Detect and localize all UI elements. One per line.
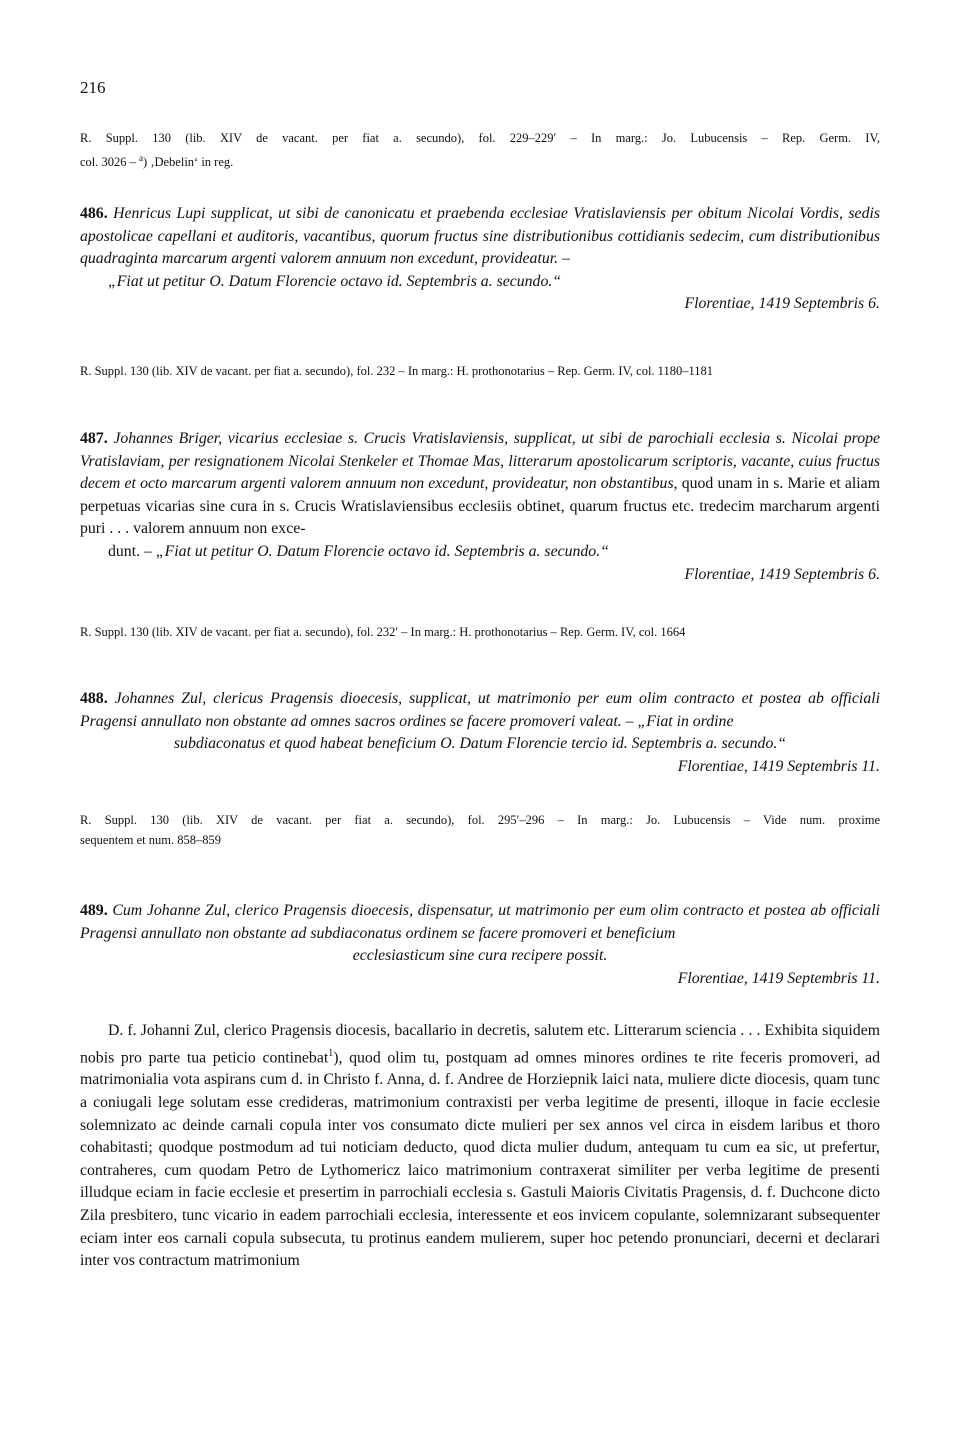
entry-487 <box>80 428 880 586</box>
entry-number: 488. <box>80 690 108 707</box>
entry-486-fiat: „Fiat ut petitur O. Datum Florencie octavo id. Septembris a. secundo.“ <box>108 272 562 290</box>
entry-488 <box>80 688 880 778</box>
entry-489-body-a: D. f. Johanni Zul, clerico Pragensis diocesis, bacallario in decretis, salutem etc. Litterarum sciencia . . . Exhibita siquidem nobis pro parte tua peticio continebat <box>80 1022 880 1066</box>
prev-ref-line-2 <box>80 148 880 172</box>
prev-ref-line-1: R. Suppl. 130 (lib. XIV de vacant. per fiat a. secundo), fol. 229–229′ – In marg.: Jo. Lubucensis – Rep. Germ. IV, <box>80 131 880 145</box>
footnote-marker: 1 <box>328 1047 334 1059</box>
entry-486-dateline: Florentiae, 1419 Septembris 6. <box>684 295 880 313</box>
entry-488-dateline: Florentiae, 1419 Septembris 11. <box>677 757 880 775</box>
entry-489-summary-end: ecclesiasticum sine cura recipere possit. <box>352 947 608 965</box>
prev-entry-reference <box>80 128 880 172</box>
entry-487-fiat: dunt. – „Fiat ut petitur O. Datum Florencie octavo id. Septembris a. secundo.“ <box>108 542 609 560</box>
entry-487-summary: Johannes Briger, vicarius ecclesiae s. Crucis Vratislaviensis, supplicat, ut sibi de parochiali ecclesia s. Nicolai prope Vratislaviam, per resignationem Nicolai Stenkeler et Thomae Mas, litterarum apostolicarum scriptoris, vacante, cuius fructus decem et octo marcarum argenti valorem annuum non excedunt, provideatur, non obstantibus, <box>80 430 880 493</box>
entry-486-summary: Henricus Lupi supplicat, ut sibi de canonicatu et praebenda ecclesiae Vratislaviensis per obitum Nicolai Vordis, sedis apostolicae capellani et auditoris, vacantibus, quorum fructus sine distributionibus cottidianis sedecim, cum distributionibus quadraginta marcarum argenti valorem annuum non excedunt, provideatur. – <box>80 205 881 268</box>
prev-ref-col: col. 3026 – <box>80 155 140 170</box>
entry-489-text <box>80 900 880 945</box>
entry-488-reference <box>80 810 880 850</box>
entry-486-text <box>80 203 880 271</box>
entry-489-body <box>80 1020 880 1273</box>
entry-486 <box>80 203 880 316</box>
entry-487-text <box>80 428 880 541</box>
entry-487-extra: quod unam in s. Marie et aliam perpetuas vicarias sine cura in s. Crucis Wratislaviensibus ecclesiis obtinet, quarum fructus etc. tredecim marcharum argenti puri . . . valorem annuum non exce- <box>80 475 880 538</box>
entry-489-summary: Cum Johanne Zul, clerico Pragensis dioecesis, dispensatur, ut matrimonio per eum olim contracto et postea ab officiali Pragensi annullato non obstante ad subdiaconatus ordinem se facere promoveri et beneficium <box>80 902 881 942</box>
page-number: 216 <box>80 78 106 97</box>
entry-488-summary: Johannes Zul, clericus Pragensis dioecesis, supplicat, ut matrimonio per eum olim contracto et postea ab officiali Pragensi annullato non obstante ad omnes sacros ordines se facere promoveri valeat. – „Fiat in ordine <box>80 690 880 730</box>
entry-487-dateline: Florentiae, 1419 Septembris 6. <box>684 565 880 583</box>
entry-488-fiat: subdiaconatus et quod habeat beneficium O. Datum Florencie tercio id. Septembris a. secundo.“ <box>173 735 787 753</box>
entry-486-reference: R. Suppl. 130 (lib. XIV de vacant. per fiat a. secundo), fol. 232 – In marg.: H. prothonotarius – Rep. Germ. IV, col. 1180–1181 <box>80 364 713 378</box>
entry-489 <box>80 900 880 990</box>
footnote-marker: a <box>139 153 144 163</box>
entry-488-ref-line-1: R. Suppl. 130 (lib. XIV de vacant. per fiat a. secundo), fol. 295′–296 – In marg.: Jo. Lubucensis – Vide num. proxime <box>80 813 880 827</box>
entry-489-dateline: Florentiae, 1419 Septembris 11. <box>677 969 880 987</box>
entry-488-ref-line-2: sequentem et num. 858–859 <box>80 833 221 847</box>
entry-487-reference: R. Suppl. 130 (lib. XIV de vacant. per fiat a. secundo), fol. 232′ – In marg.: H. prothonotarius – Rep. Germ. IV, col. 1664 <box>80 625 686 639</box>
entry-number: 489. <box>80 902 108 919</box>
entry-488-text <box>80 688 880 733</box>
entry-489-body-b: ), quod olim tu, postquam ad omnes minores ordines te rite feceris promoveri, ad matrimonialia vota aspirans cum d. in Christo f. Anna, d. f. Andree de Horziepnik laici nata, muliere dicte diocesis, quam tunc a coniugali lege solutam esse credideras, matrimonium contraxisti per verba legitime de presenti, illoque in facie ecclesie solemnizato ac deinde carnali copula inter vos consumato dicte mulieri per sex annos vel circa in eisdem laribus et thoro cohabitasti; quodque postmodum ad tui noticiam deducto, quod dicta mulier dudum, antequam tu cum ea sic, ut prefertur, contraheres, cum quodam Petro de Lythomericz laico matrimonium contraxerat similiter per verba legitime de presenti illudque eciam in facie ecclesie et presertim in parrochiali ecclesia s. Gastuli Maioris Civitatis Pragensis, d. f. Duchcone dicto Zila presbitero, tunc vicario in eadem parrochiali ecclesia, interessente et eos invicem copulante, solemnizarant subsequenter eciam inter eos carnali copula subsecuta, tu protinus eandem mulierem, super hoc petendo pronunciari, decerni et declarari inter vos contractum matrimonium <box>80 1048 881 1270</box>
entry-number: 486. <box>80 205 108 222</box>
prev-ref-note: ) ‚Debelin‘ in reg. <box>143 155 234 170</box>
entry-number: 487. <box>80 430 108 447</box>
